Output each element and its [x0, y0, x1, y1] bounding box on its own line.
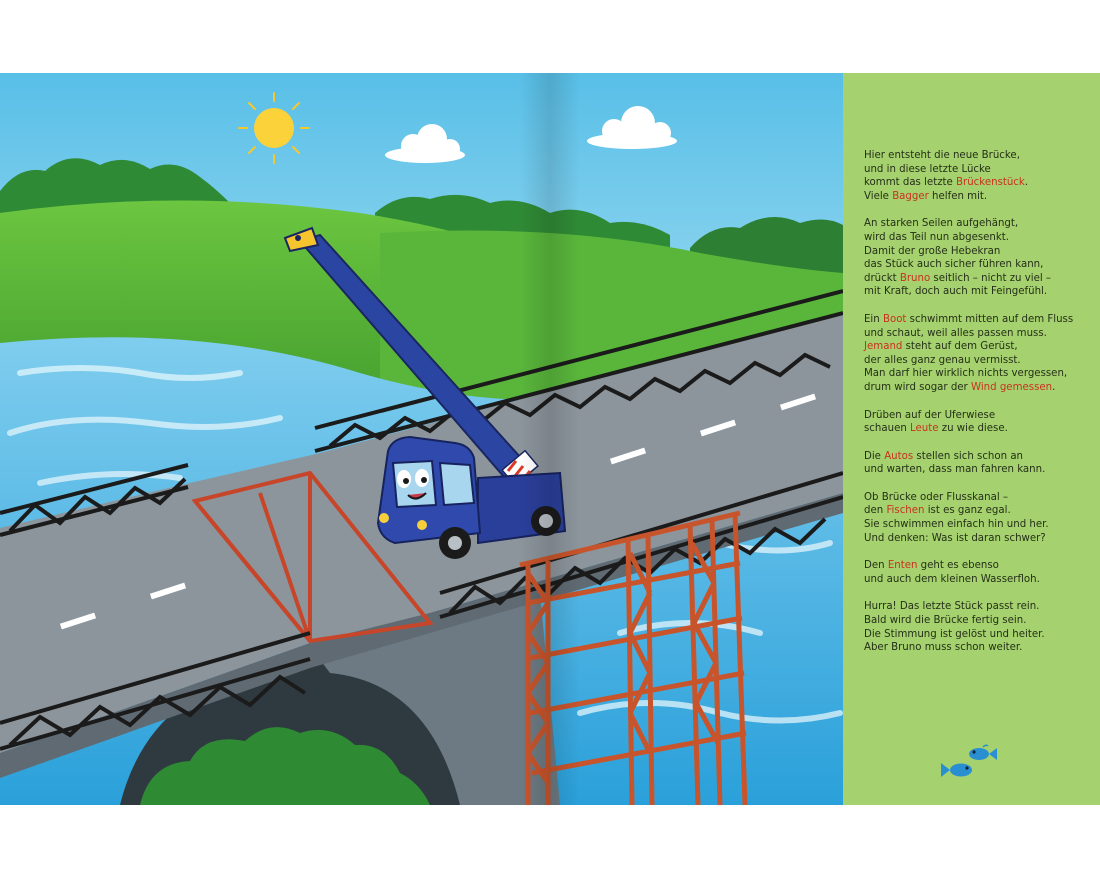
- poem-text-segment: Bald wird die Brücke fertig sein.: [864, 615, 1027, 627]
- poem-stanza: [864, 559, 1096, 586]
- poem-text-segment: den: [864, 505, 887, 517]
- poem-line: [864, 272, 1096, 286]
- highlighted-word: Boot: [882, 313, 907, 325]
- poem-line: [864, 367, 1096, 381]
- poem-line: [864, 491, 1096, 505]
- poem-text-segment: drum wird sogar der: [864, 381, 971, 393]
- poem-text-segment: zu wie diese.: [938, 423, 1008, 435]
- poem-text-segment: und warten, dass man fahren kann.: [864, 464, 1046, 476]
- poem-text-segment: schauen: [864, 423, 911, 435]
- poem-line: [864, 628, 1096, 642]
- poem-line: [864, 409, 1096, 423]
- poem-text-segment: Den: [864, 560, 888, 572]
- poem-text-segment: kommt das letzte: [864, 177, 957, 189]
- poem-line: [864, 149, 1096, 163]
- poem-text-segment: und in diese letzte Lücke: [864, 163, 991, 175]
- poem-line: [864, 313, 1096, 327]
- poem-line: [864, 190, 1096, 204]
- poem-line: [864, 504, 1096, 518]
- book-spread: [0, 73, 1100, 805]
- poem-text-segment: ist es ganz egal.: [924, 505, 1011, 517]
- poem-line: [864, 559, 1096, 573]
- poem-text-segment: Ob Brücke oder Flusskanal –: [864, 491, 1008, 503]
- poem-text-segment: das Stück auch sicher führen kann,: [864, 259, 1044, 271]
- poem-text-segment: .: [1052, 381, 1056, 393]
- poem-text-segment: Sie schwimmen einfach hin und her.: [864, 519, 1049, 531]
- poem-line: [864, 381, 1096, 395]
- highlighted-word: Enten: [887, 560, 918, 572]
- poem-text-segment: wird das Teil nun abgesenkt.: [864, 231, 1010, 243]
- poem-line: [864, 600, 1096, 614]
- highlighted-word: Bagger: [892, 190, 929, 202]
- fish-icon: [939, 743, 999, 783]
- highlighted-word: Brückenstück: [956, 177, 1025, 189]
- poem-line: [864, 450, 1096, 464]
- poem-text-segment: mit Kraft, doch auch mit Feingefühl.: [864, 286, 1048, 298]
- poem-text-segment: stellen sich schon an: [913, 450, 1024, 462]
- highlighted-word: Wind gemessen: [971, 381, 1053, 393]
- poem-text-segment: Die: [864, 450, 885, 462]
- poem-line: [864, 532, 1096, 546]
- poem-text-segment: Und denken: Was ist daran schwer?: [864, 532, 1046, 544]
- poem-stanza: [864, 450, 1096, 477]
- poem-text-segment: Ein: [864, 313, 883, 325]
- poem-text-segment: Die Stimmung ist gelöst und heiter.: [864, 628, 1045, 640]
- poem-text-segment: und schaut, weil alles passen muss.: [864, 327, 1047, 339]
- poem-line: [864, 573, 1096, 587]
- poem-line: [864, 176, 1096, 190]
- highlighted-word: Leute: [910, 423, 939, 435]
- poem-text-segment: Aber Bruno muss schon weiter.: [864, 642, 1023, 654]
- poem-line: [864, 285, 1096, 299]
- poem-text-segment: Viele: [864, 190, 893, 202]
- poem-text-segment: der alles ganz genau vermisst.: [864, 354, 1021, 366]
- highlighted-word: Autos: [884, 450, 914, 462]
- highlighted-word: Jemand: [864, 341, 903, 353]
- poem-text-segment: drückt: [864, 272, 900, 284]
- poem-stanza: [864, 217, 1096, 299]
- poem-line: [864, 422, 1096, 436]
- poem-text-segment: schwimmt mitten auf dem Fluss: [906, 313, 1074, 325]
- poem-text-segment: Hurra! Das letzte Stück passt rein.: [864, 601, 1040, 613]
- poem-line: [864, 354, 1096, 368]
- poem-line: [864, 641, 1096, 655]
- poem-text-segment: und auch dem kleinen Wasserfloh.: [864, 573, 1040, 585]
- poem-stanza: [864, 313, 1096, 395]
- poem-line: [864, 518, 1096, 532]
- poem-line: [864, 463, 1096, 477]
- poem-text-segment: An starken Seilen aufgehängt,: [864, 218, 1019, 230]
- poem-line: [864, 245, 1096, 259]
- poem-stanza: [864, 600, 1096, 654]
- poem-text-segment: Damit der große Hebekran: [864, 245, 1001, 257]
- poem-text-segment: seitlich – nicht zu viel –: [930, 272, 1052, 284]
- poem-line: [864, 327, 1096, 341]
- poem-line: [864, 614, 1096, 628]
- bridge-illustration: [0, 73, 843, 805]
- poem-stanza: [864, 409, 1096, 436]
- poem-text-segment: .: [1024, 177, 1029, 189]
- highlighted-word: Fischen: [886, 505, 925, 517]
- poem-line: [864, 340, 1096, 354]
- poem-text-segment: Man darf hier wirklich nichts vergessen,: [864, 368, 1068, 380]
- poem-text: [864, 149, 1096, 669]
- poem-text-segment: Drüben auf der Uferwiese: [864, 409, 996, 421]
- poem-panel: [843, 73, 1100, 805]
- poem-text-segment: Hier entsteht die neue Brücke,: [864, 150, 1020, 161]
- poem-line: [864, 258, 1096, 272]
- poem-text-segment: steht auf dem Gerüst,: [902, 341, 1018, 353]
- poem-line: [864, 217, 1096, 231]
- poem-line: [864, 163, 1096, 177]
- highlighted-word: Bruno: [899, 272, 931, 284]
- poem-text-segment: helfen mit.: [928, 190, 988, 202]
- poem-stanza: [864, 491, 1096, 545]
- poem-text-segment: geht es ebenso: [917, 560, 999, 572]
- poem-stanza: [864, 149, 1096, 203]
- poem-line: [864, 231, 1096, 245]
